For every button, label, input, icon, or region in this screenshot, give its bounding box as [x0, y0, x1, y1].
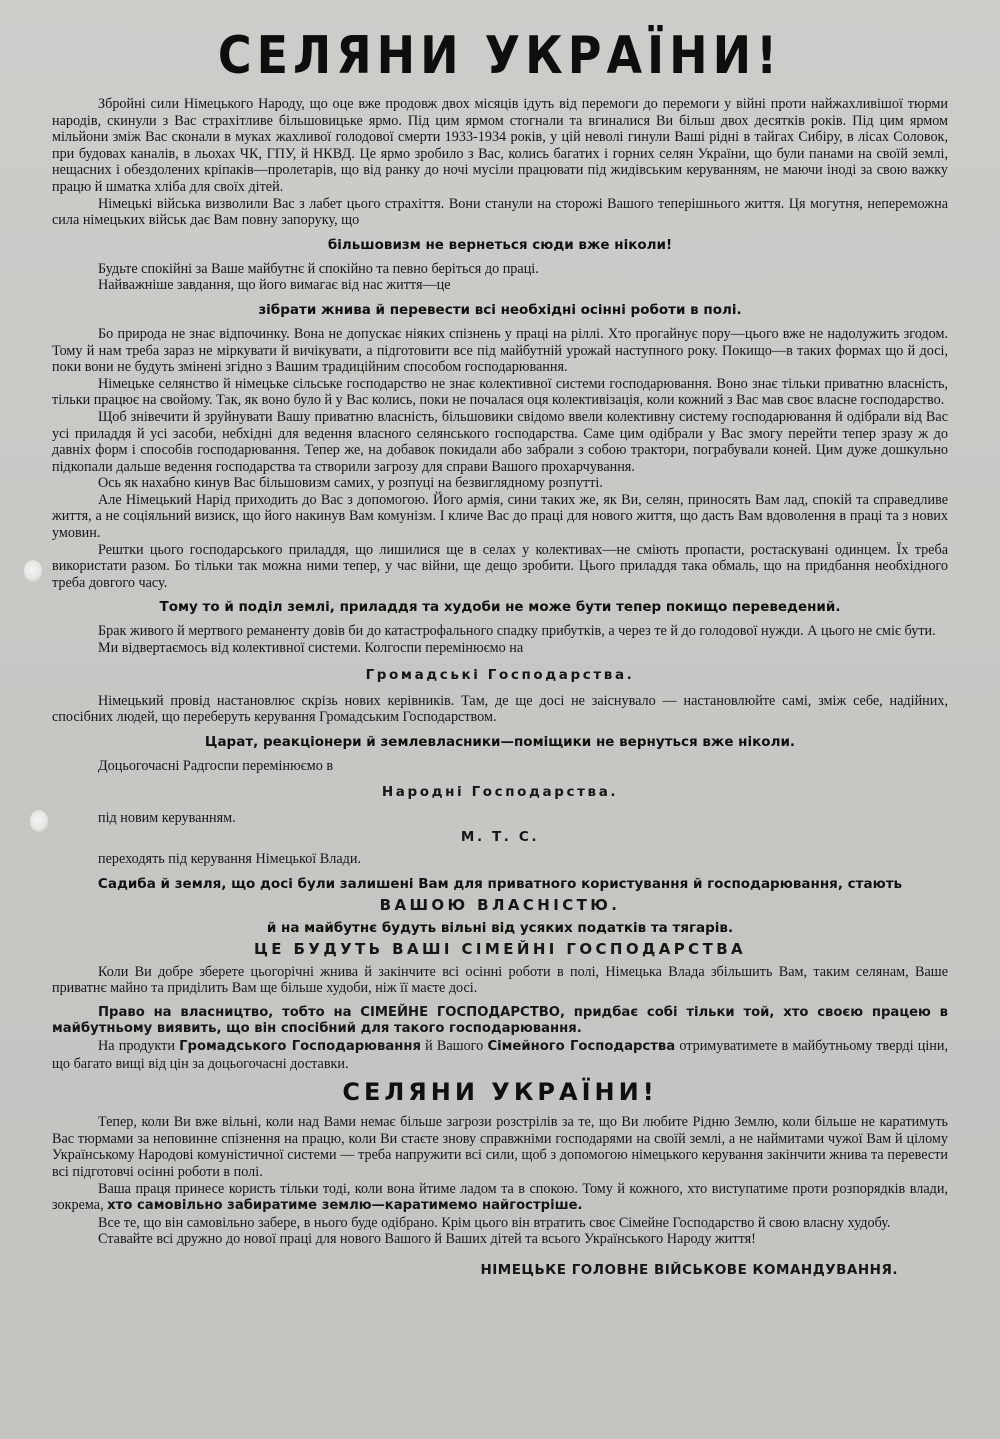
- slogan: Царат, реакціонери й землевласники—поміщики не вернуться вже ніколи.: [204, 733, 796, 750]
- slogan: зібрати жнива й перевести всі необхідні осінні роботи в полі.: [258, 301, 742, 318]
- slogan: більшовизм не вернеться сюди вже ніколи!: [327, 236, 673, 253]
- punch-hole: [24, 560, 42, 582]
- paragraph: Все те, що він самовільно забере, в нього буде одібрано. Крім цього він втратить своє Сімейне Господарство й свою власну худобу.: [98, 1214, 891, 1231]
- heading-gromadski: Громадські Господарства.: [365, 666, 635, 683]
- heading-mts: М. Т. С.: [460, 829, 540, 845]
- paragraph: Але Німецький Нарід приходить до Вас з допомогою. Його армія, сини таких же, як Ви, селян, приносять Вам лад, спокій та справедливе життя, а не соціяльний визиск, що його накинув Вам комунізм. І кличе Вас до праці для нового життя, що дасть Вам вдоволення в праці та з нових умовин.: [52, 491, 948, 542]
- paragraph: Ваша праця принесе користь тільки тоді, коли вона йтиме ладом та в спокою. Тому й кожного, хто виступатиме проти розпорядків влади, зокрема, хто самовільно забиратиме землю—каратимемо найгостріше.: [52, 1180, 948, 1214]
- heading-narodni: Народні Господарства.: [381, 784, 619, 801]
- paragraph: Ми відвертаємось від колективної системи. Колгоспи перемінюємо на: [98, 640, 524, 657]
- paragraph: Коли Ви добре зберете цьогорічні жнива й закінчите всі осінні роботи в полі, Німецька Влада збільшить Вам, таким селянам, Ваше приватнє майно та приділить Вам ще більше худоби, ніж її маєте досі.: [52, 963, 948, 997]
- paragraph: переходять під керування Німецької Влади.: [98, 851, 361, 867]
- paragraph: Рештки цього господарського приладдя, що лишилися ще в селах у колективах—не сміють пропасти, ростаскувані одинцем. Їх треба використати разом. Бо тільки так можна ними тепер, у час війни, ще дещо зробити. Цього приладдя така обмаль, що на придбання необхідного треба довгого часу.: [52, 541, 948, 591]
- punch-hole: [30, 810, 48, 832]
- paragraph: під новим керуванням.: [98, 810, 236, 827]
- signature: НІМЕЦЬКЕ ГОЛОВНЕ ВІЙСЬКОВЕ КОМАНДУВАННЯ.: [480, 1261, 898, 1278]
- slogan: Садиба й земля, що досі були залишені Вам для приватного користування й господарювання, стають: [97, 875, 903, 892]
- paragraph: Ставайте всі дружно до нової праці для нового Вашого й Ваших дітей та всього Українського Народу життя!: [98, 1231, 756, 1248]
- heading-simeyni: ЦЕ БУДУТЬ ВАШІ СІМЕЙНІ ГОСПОДАРСТВА: [253, 939, 747, 958]
- paragraph-bold: Право на власництво, тобто на СІМЕЙНЕ ГОСПОДАРСТВО, придбає собі тільки той, хто своєю працею в майбутньому виявить, що він спосібний для такого господарювання.: [52, 1004, 948, 1037]
- paragraph: Найважніше завдання, що його вимагає від нас життя—це: [98, 277, 451, 294]
- paragraph: Доцьогочасні Радгоспи перемінюємо в: [98, 757, 334, 774]
- paragraph: Ось як нахабно кинув Вас більшовизм самих, у розпуці на безвиглядному розпутті.: [98, 475, 603, 492]
- paragraph: Тепер, коли Ви вже вільні, коли над Вами немає більше загрози розстрілів за те, що Ви любите Рідню Землю, коли більше не каратимуть Вас тюрмами за неповинне спізнення на працю, коли Ви стаєте знову справжніми господарями на своїй землі, а не наймитами чужої Вам й цілому Українському Народові комуністичної системи — треба напружити всі сили, щоб з допомогою німецького керування закінчити жнива та перевести всі підготовчі осінні роботи в полі.: [52, 1114, 948, 1180]
- slogan: й на майбутнє будуть вільні від усяких податків та тягарів.: [266, 919, 734, 936]
- paragraph: Будьте спокійні за Ваше майбутнє й спокійно та певно беріться до праці.: [98, 260, 539, 277]
- paragraph: Німецький провід настановлює скрізь нових керівників. Там, де ще досі не заіснувало — настановлюйте самі, зміж себе, надійних, спосібних людей, що переберуть керування Громадським Господарством.: [52, 692, 948, 726]
- page-title: СЕЛЯНИ УКРАЇНИ!: [217, 24, 783, 86]
- paragraph: Бо природа не знає відпочинку. Вона не допускає ніяких спізнень у праці на ріллі. Хто прогайнує пору—цього вже не надолужить згодом. Тому й нам треба зараз не міркувати й вичікувати, а підготовити все під майбутній урожай наступного року. Покищо—в таких формах що й досі, поки вони не будуть змінені згідно з Вашим традиційним способом господарювання.: [52, 325, 948, 376]
- paragraph: Щоб знівечити й зруйнувати Вашу приватню власність, більшовики свідомо ввели колективну систему господарювання й одібрали від Вас усі приладдя й усі засоби, небхідні для ведення власного селянського господарства. Саме цим одібрали у Вас змогу перейти тепер зразу ж до давніх форм і способів господарювання. Тепер же, на добавок покидали або забрали з собою трактори, пограбували коней. Цим дуже дошкульно підкопали дальше ведення господарства та створили загрозу для справи Вашого прохарчування.: [52, 408, 948, 475]
- second-title: СЕЛЯНИ УКРАЇНИ!: [342, 1078, 658, 1107]
- paragraph: Брак живого й мертвого реманенту довів би до катастрофального спадку прибутків, а через те й до голодової нужди. А цього не сміє бути.: [98, 623, 936, 640]
- paragraph: Німецькі війська визволили Вас з лабет цього страхіття. Вони станули на сторожі Вашого теперішнього життя. Ця могутня, непереможна сила німецьких військ дає Вам повну запоруку, що: [52, 195, 948, 229]
- slogan: Тому то й поділ землі, приладдя та худоби не може бути тепер покищо переведений.: [159, 599, 841, 616]
- paragraph: На продукти Громадського Господарювання й Вашого Сімейного Господарства отримуватимете в майбутньому тверді ціни, що багато вищі від цін за доцьогочасні доставки.: [52, 1037, 948, 1072]
- paragraph: Збройні сили Німецького Народу, що оце вже продовж двох місяців ідуть від перемоги до перемоги у війні проти найжахливішої тюрми народів, скинули з Вас страхітливе більшовицьке ярмо. Під цим ярмом стогнали та вгиналися Ви більш двох десятків років. Під цим ярмом мільйони зміж Вас сконали в муках жахливої голодової смерти 1933-1934 років, у цій неволі гинули Ваші рідні в тайгах Сибіру, в лісах Соловок, при будовах каналів, в льохах ЧК, ГПУ, й НКВД. Це ярмо зробило з Вас, колись багатих і горних селян України, що були панами на своїй землі, нещасних і обездолених кріпаків—пролетарів, що від ранку до ночі мусіли працювати під жидівським керуванням, не маючи іноді за свою важку працю й шматка хліба для своїх дітей.: [52, 96, 948, 195]
- paragraph: Німецьке селянство й німецьке сільське господарство не знає колективної системи господарювання. Воно знає тільки приватню власність, тільки працює на свойому. Так, як воно було й у Вас колись, поки не почалася оця колективізація, коли кожний з Вас мав своє власне господарство.: [52, 375, 948, 409]
- heading-vlasnist: ВАШОЮ ВЛАСНІСТЮ.: [379, 895, 621, 914]
